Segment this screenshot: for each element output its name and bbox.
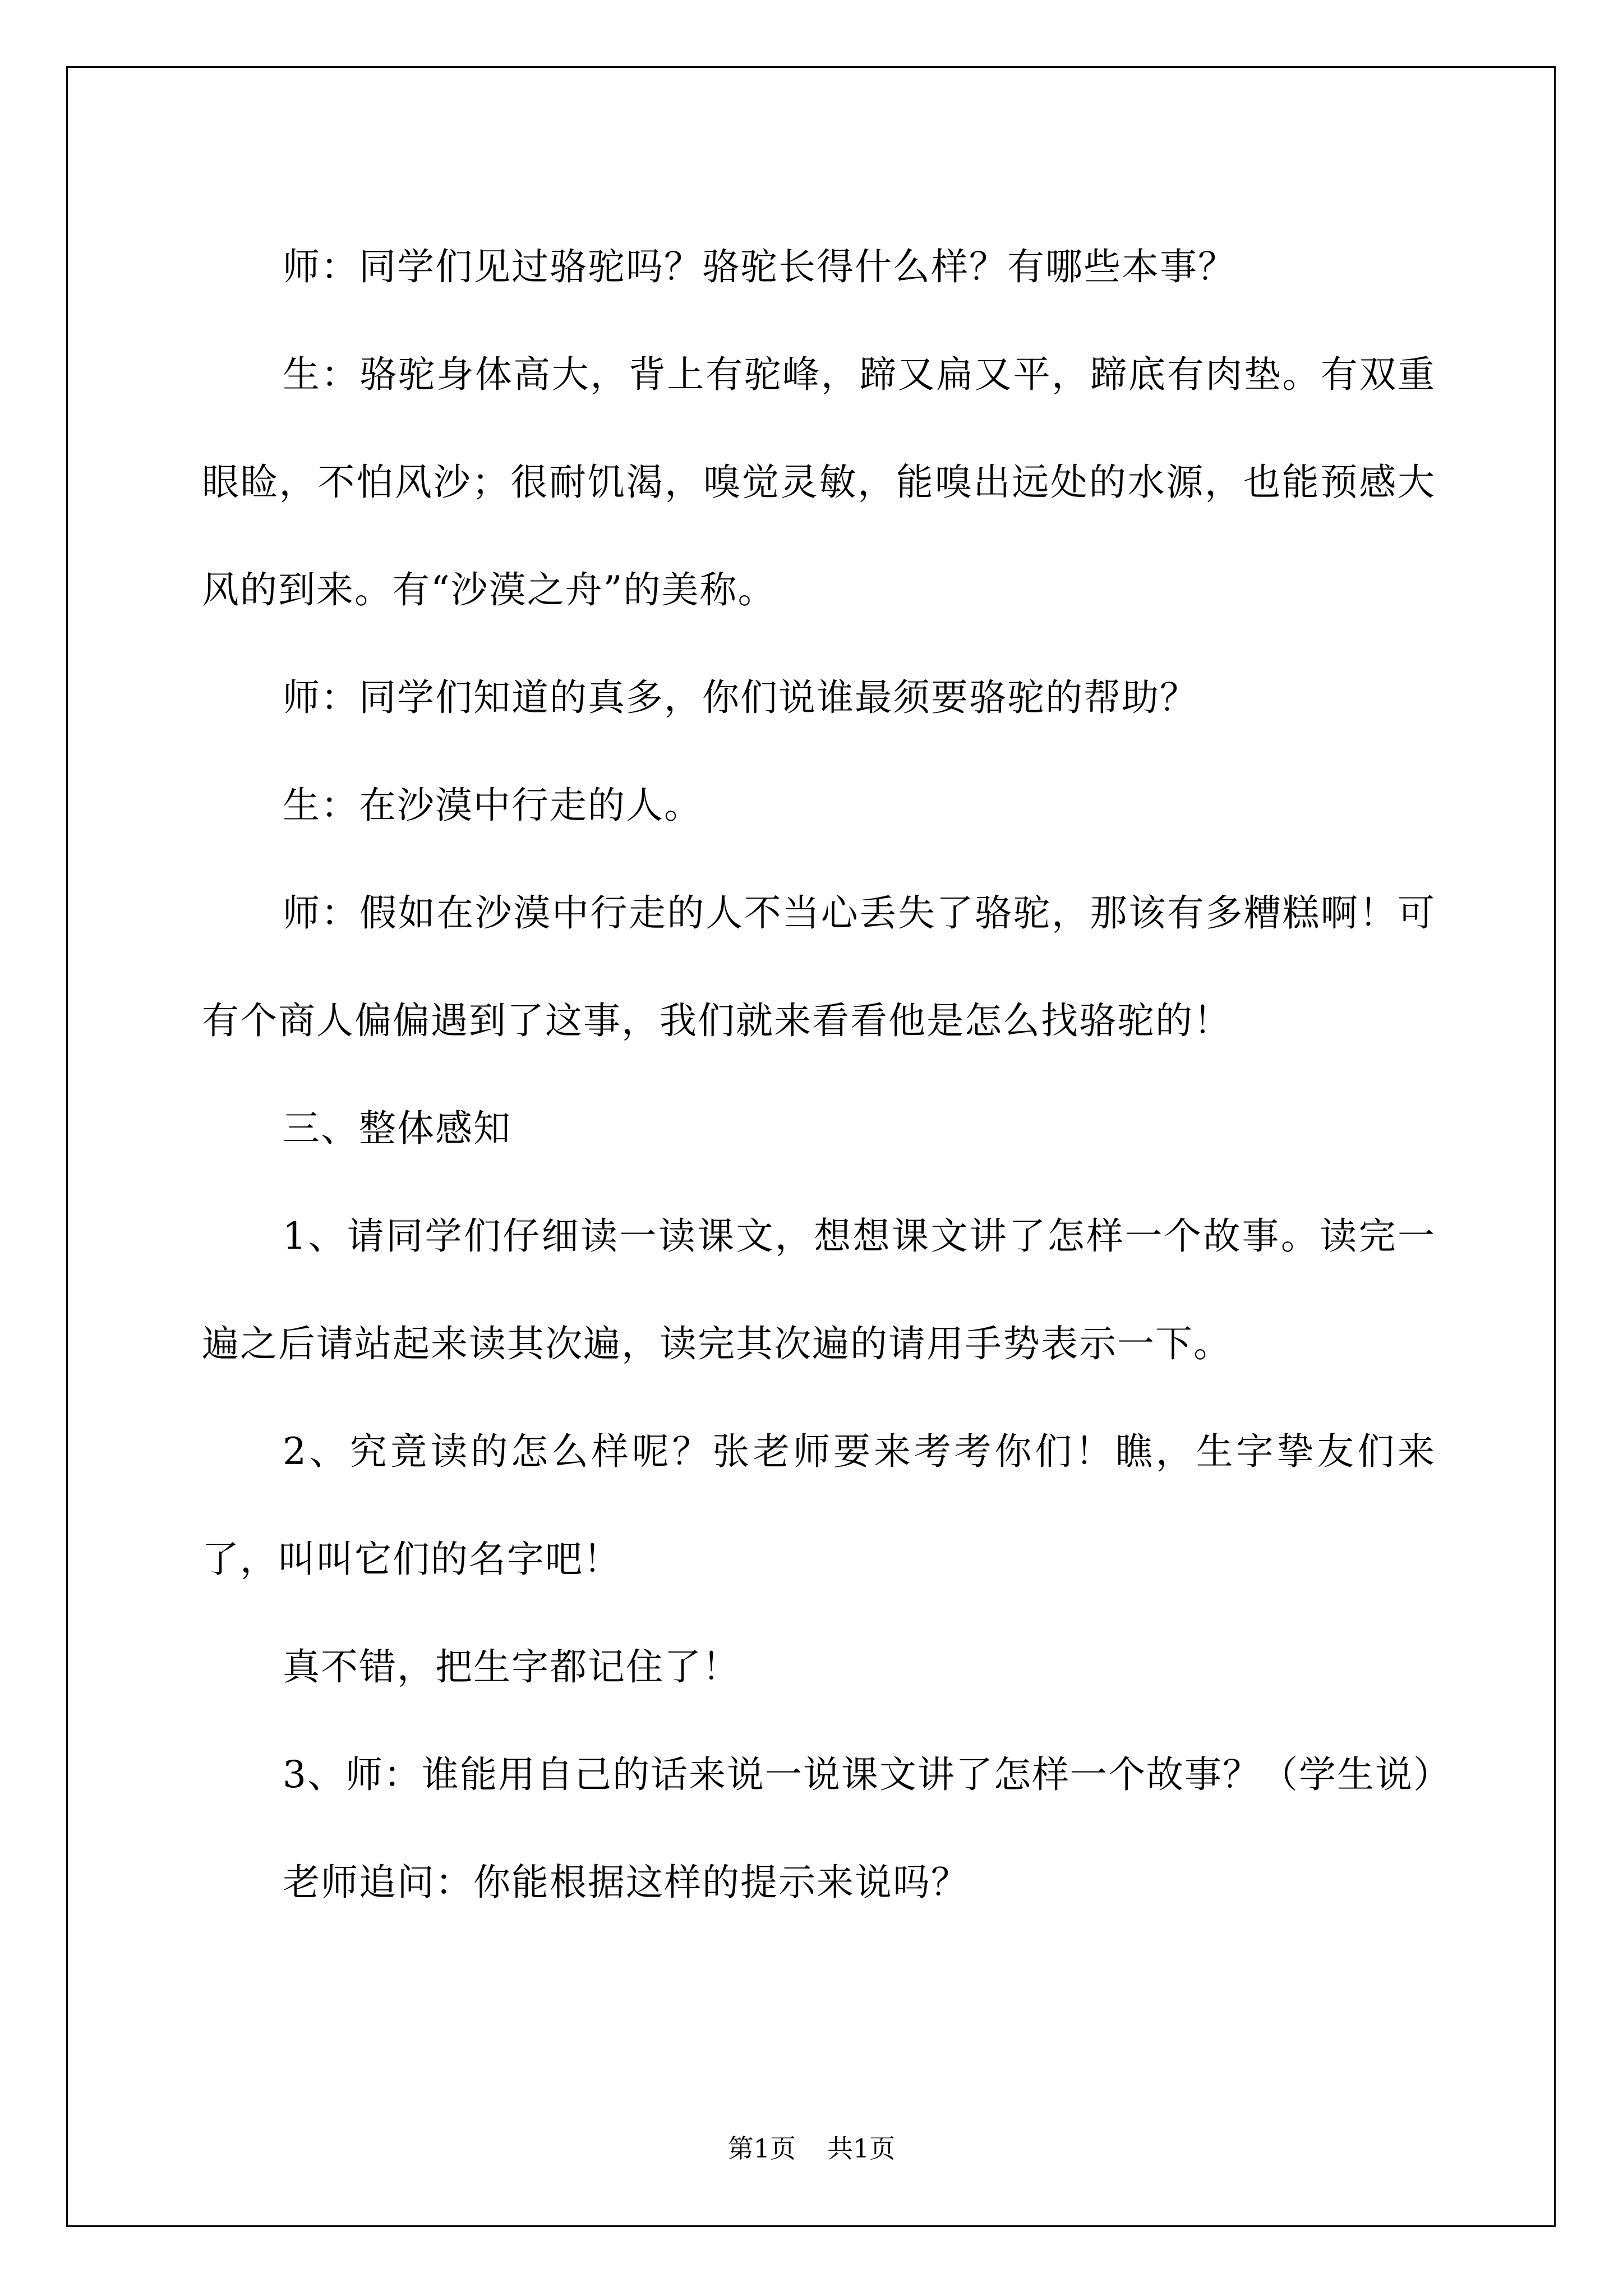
paragraph-3: 师：同学们知道的真多，你们说谁最须要骆驼的帮助？ <box>283 676 1198 719</box>
paragraph-11: 老师追问：你能根据这样的提示来说吗？ <box>283 1861 969 1904</box>
document-body <box>202 213 1451 1936</box>
paragraph-10: 3、师：谁能用自己的话来说一说课文讲了怎样一个故事？（学生说） <box>283 1753 1451 1796</box>
paragraph-7: 1、请同学们仔细读一读课文，想想课文讲了怎样一个故事。读完一遍之后请站起来读其次遍，读完其次遍的请用手势表示一下。 <box>202 1214 1436 1365</box>
paragraph-2: 生：骆驼身体高大，背上有驼峰，蹄又扁又平，蹄底有肉垫。有双重眼睑，不怕风沙；很耐饥渴，嗅觉灵敏，能嗅出远处的水源，也能预感大风的到来。有“沙漠之舟”的美称。 <box>202 353 1436 611</box>
page-number-current: 第1页 <box>727 2133 796 2164</box>
page-footer <box>0 2132 1623 2165</box>
paragraph-5: 师：假如在沙漠中行走的人不当心丢失了骆驼，那该有多糟糕啊！可有个商人偏偏遇到了这事，我们就来看看他是怎么找骆驼的！ <box>202 891 1436 1042</box>
paragraph-1: 师：同学们见过骆驼吗？骆驼长得什么样？有哪些本事？ <box>283 245 1236 288</box>
paragraph-9: 真不错，把生字都记住了！ <box>283 1645 740 1688</box>
paragraph-8: 2、究竟读的怎么样呢？张老师要来考考你们！瞧，生字挚友们来了，叫叫它们的名字吧！ <box>202 1430 1436 1581</box>
paragraph-4: 生：在沙漠中行走的人。 <box>283 784 702 827</box>
page-number-total: 共1页 <box>827 2133 896 2164</box>
section-heading: 三、整体感知 <box>283 1107 511 1150</box>
